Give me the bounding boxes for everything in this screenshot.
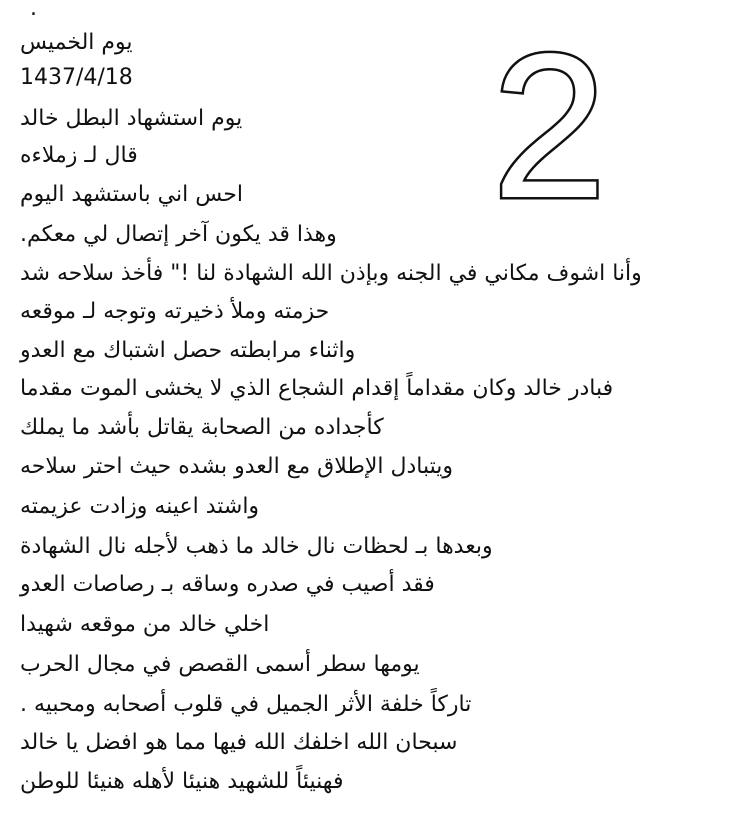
note-line: وأنا اشوف مكاني في الجنه وبإذن الله الشهادة لنا !" فأخذ سلاحه شد: [20, 261, 642, 286]
note-line: ويتبادل الإطلاق مع العدو بشده حيث احتر سلاحه: [20, 454, 454, 479]
leading-dot: .: [30, 0, 37, 21]
note-line: وهذا قد يكون آخر إتصال لي معكم.: [20, 222, 337, 247]
note-line: فبادر خالد وكان مقداماً إقدام الشجاع الذي لا يخشى الموت مقدما: [20, 376, 614, 401]
note-line: فقد أصيب في صدره وساقه بـ رصاصات العدو: [20, 572, 435, 597]
note-line: حزمته وملأ ذخيرته وتوجه لـ موقعه: [20, 299, 330, 324]
note-line: قال لـ زملاءه: [20, 143, 138, 168]
note-line: تاركاً خلفة الأثر الجميل في قلوب أصحابه ومحبيه .: [20, 692, 472, 717]
note-line: يومها سطر أسمى القصص في مجال الحرب: [20, 652, 420, 677]
note-line: يوم استشهاد البطل خالد: [20, 106, 243, 131]
note-line: فهنيئاً للشهيد هنيئا لأهله هنيئا للوطن: [20, 769, 344, 794]
note-line: يوم الخميس: [20, 30, 133, 55]
note-line: اخلي خالد من موقعه شهيدا: [20, 612, 270, 637]
note-line: سبحان الله اخلفك الله فيها مما هو افضل يا خالد: [20, 730, 458, 755]
note-line: كأجداده من الصحابة يقاتل بأشد ما يملك: [20, 415, 384, 440]
note-line: واثناء مرابطته حصل اشتباك مع العدو: [20, 338, 356, 363]
note-line: واشتد اعينه وزادت عزيمته: [20, 494, 260, 519]
note-line: احس اني باستشهد اليوم: [20, 182, 243, 207]
note-line: وبعدها بـ لحظات نال خالد ما ذهب لأجله نال الشهادة: [20, 534, 493, 559]
note-line: 1437/4/18: [20, 65, 133, 90]
outlined-number: 2: [492, 11, 607, 241]
